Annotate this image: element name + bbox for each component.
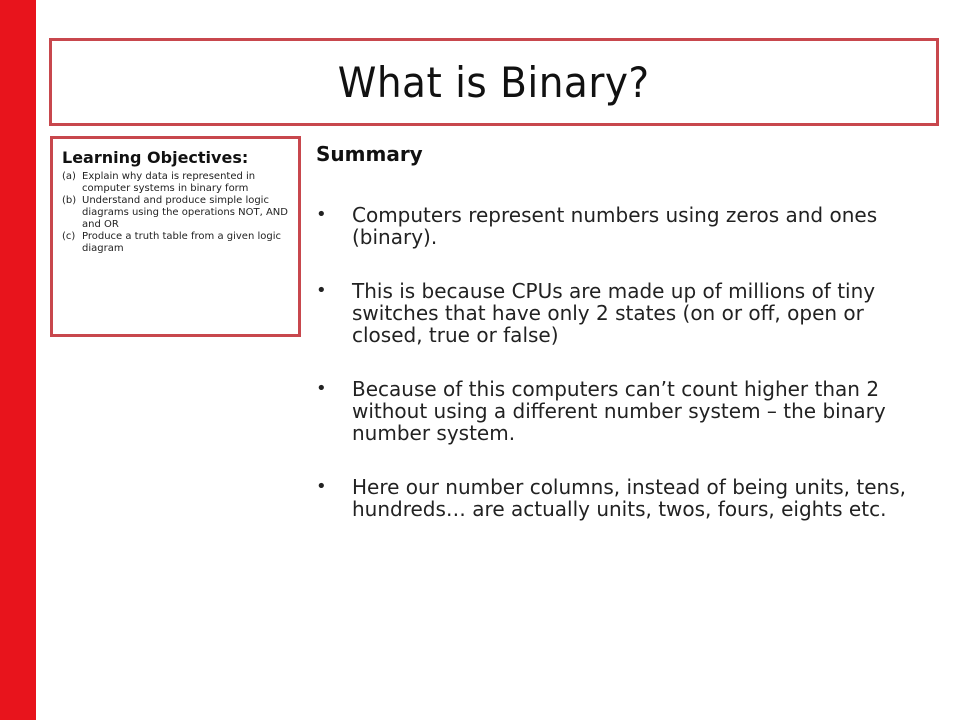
learning-objective-item bbox=[62, 171, 288, 195]
learning-objective-item bbox=[62, 195, 288, 231]
objective-marker: (b) bbox=[62, 195, 77, 206]
bullet-text: Here our number columns, instead of being units, tens, hundreds… are actually units, twos, fours, eights etc. bbox=[352, 475, 906, 521]
bullet-dot-icon: • bbox=[316, 204, 327, 225]
bullet-dot-icon: • bbox=[316, 476, 327, 497]
summary-bullet bbox=[316, 378, 936, 444]
bullet-text: This is because CPUs are made up of millions of tiny switches that have only 2 states (on or off, open or closed, true or false) bbox=[352, 279, 876, 347]
title-box bbox=[49, 38, 939, 126]
learning-objectives-heading: Learning Objectives: bbox=[62, 148, 249, 167]
objective-text: Explain why data is represented in computer systems in binary form bbox=[82, 171, 256, 194]
learning-objectives-list bbox=[62, 171, 288, 255]
objective-marker: (a) bbox=[62, 171, 76, 182]
slide-title: What is Binary? bbox=[338, 57, 650, 107]
summary-bullet bbox=[316, 476, 936, 520]
bullet-text: Computers represent numbers using zeros and ones (binary). bbox=[352, 203, 878, 249]
summary-bullet bbox=[316, 280, 936, 346]
bullet-dot-icon: • bbox=[316, 378, 327, 399]
bullet-text: Because of this computers can’t count higher than 2 without using a different number system – the binary number system. bbox=[352, 377, 886, 445]
bullet-dot-icon: • bbox=[316, 280, 327, 301]
summary-bullet bbox=[316, 204, 936, 248]
learning-objectives-box bbox=[50, 136, 301, 337]
left-accent-bar bbox=[0, 0, 36, 720]
objective-text: Understand and produce simple logic diagrams using the operations NOT, AND and OR bbox=[82, 195, 288, 230]
objective-text: Produce a truth table from a given logic diagram bbox=[82, 231, 281, 254]
summary-heading: Summary bbox=[316, 142, 423, 166]
learning-objective-item bbox=[62, 231, 288, 255]
objective-marker: (c) bbox=[62, 231, 76, 242]
summary-bullet-list bbox=[316, 204, 936, 552]
